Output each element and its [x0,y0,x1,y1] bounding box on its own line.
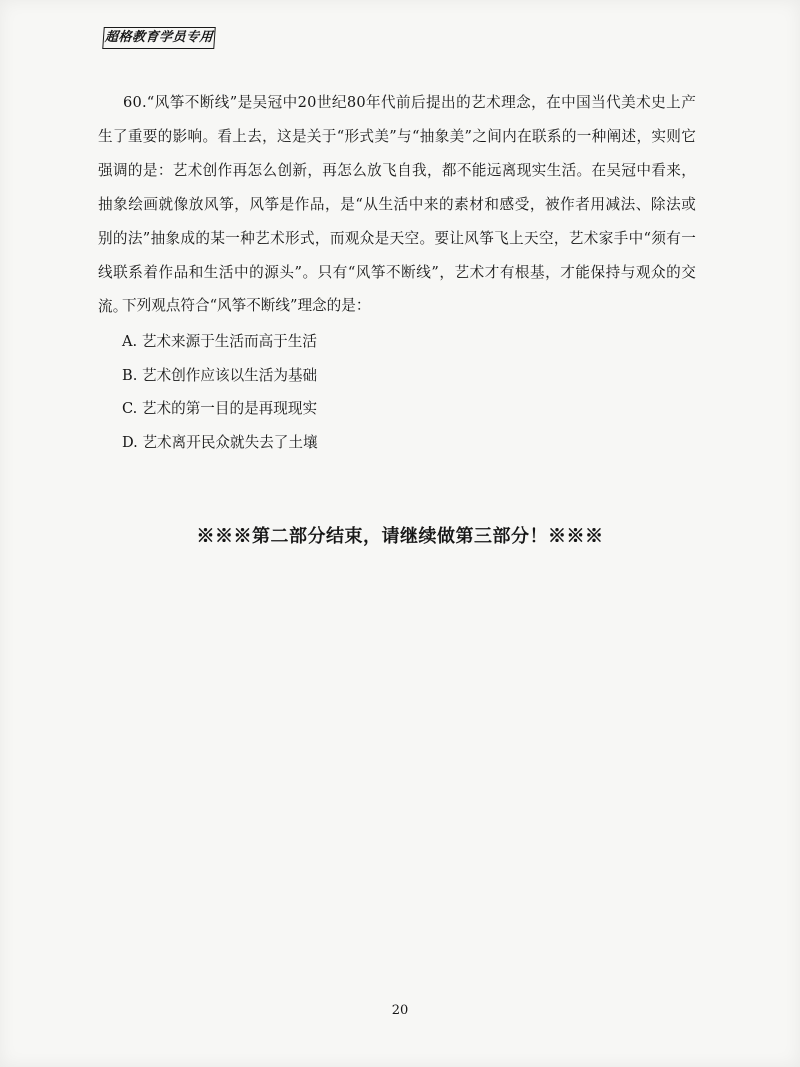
option-d: D. 艺术离开民众就失去了土壤 [122,433,318,451]
option-b: B. 艺术创作应该以生活为基础 [122,366,318,384]
page-number: 20 [391,1003,409,1018]
option-c: C. 艺术的第一目的是再现现实 [122,400,318,417]
answer-options [122,332,318,466]
section-end-notice: ※※※第二部分结束，请继续做第三部分！※※※ [196,526,604,547]
question-text: 60.“风筝不断线”是吴冠中20世纪80年代前后提出的艺术理念，在中国当代美术史上产生了重要的影响。看上去，这是关于“形式美”与“抽象美”之间内在联系的一种阐述，实则它强调的是：艺术创作再怎么创新，再怎么放飞自我，都不能远离现实生活。在吴冠中看来，抽象绘画就像放风筝，风筝是作品，是“从生活中来的素材和感受，被作者用减法、除法或别的法”抽象成的某一种艺术形式，而观众是天空。要让风筝飞上天空，艺术家手中“须有一线联系着作品和生活中的源头”。只有“风筝不断线”，艺术才有根基，才能保持与观众的交流。 [98,94,696,315]
header-stamp: 超格教育学员专用 [102,27,216,49]
option-a: A. 艺术来源于生活而高于生活 [122,333,317,350]
question-prompt: 下列观点符合“风筝不断线”理念的是： [122,297,371,314]
